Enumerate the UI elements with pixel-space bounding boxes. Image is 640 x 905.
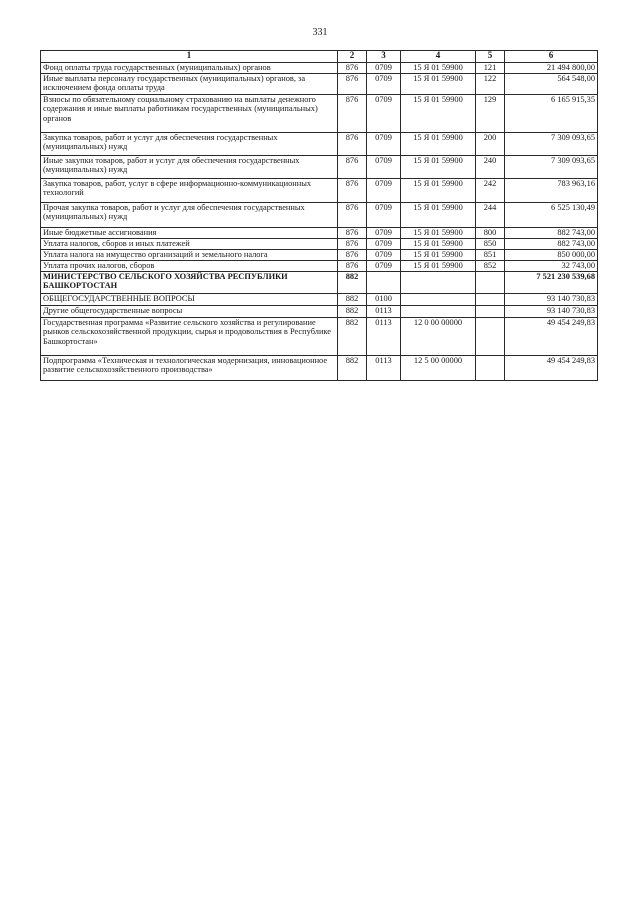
budget-table: [40, 50, 598, 381]
table-row: [41, 228, 598, 239]
expense-type-code: [476, 318, 505, 356]
expense-type-code: 851: [476, 250, 505, 261]
target-article-code: 15 Я 01 59900: [401, 261, 476, 272]
target-article-code: 12 0 00 00000: [401, 318, 476, 356]
row-name: Закупка товаров, работ и услуг для обеспечения государственных (муниципальных) нужд: [41, 133, 338, 156]
row-name: Другие общегосударственные вопросы: [41, 306, 338, 318]
row-name: Подпрограмма «Техническая и технологическая модернизация, инновационное развитие сельскохозяйственного производства»: [41, 356, 338, 381]
expense-type-code: [476, 294, 505, 306]
row-name: Уплата прочих налогов, сборов: [41, 261, 338, 272]
section-code: 0709: [367, 203, 401, 228]
ministry-code: 876: [338, 239, 367, 250]
expense-type-code: 242: [476, 179, 505, 203]
amount: 7 309 093,65: [505, 156, 598, 179]
ministry-code: 882: [338, 318, 367, 356]
amount: 6 165 915,35: [505, 95, 598, 133]
table-row: [41, 239, 598, 250]
target-article-code: 15 Я 01 59900: [401, 133, 476, 156]
target-article-code: 15 Я 01 59900: [401, 63, 476, 74]
expense-type-code: 122: [476, 74, 505, 95]
expense-type-code: [476, 272, 505, 294]
page-number: 331: [312, 27, 328, 38]
ministry-code: 876: [338, 261, 367, 272]
target-article-code: 15 Я 01 59900: [401, 156, 476, 179]
target-article-code: 15 Я 01 59900: [401, 179, 476, 203]
row-name: ОБЩЕГОСУДАРСТВЕННЫЕ ВОПРОСЫ: [41, 294, 338, 306]
table-row: [41, 63, 598, 74]
ministry-code: 882: [338, 306, 367, 318]
section-code: 0709: [367, 228, 401, 239]
column-header: 2: [338, 51, 367, 63]
expense-type-code: 129: [476, 95, 505, 133]
row-name: Иные выплаты персоналу государственных (муниципальных) органов, за исключением фонда оплаты труда: [41, 74, 338, 95]
ministry-code: 876: [338, 74, 367, 95]
ministry-code: 876: [338, 250, 367, 261]
table-row: [41, 203, 598, 228]
row-name: Фонд оплаты труда государственных (муниципальных) органов: [41, 63, 338, 74]
table-row: [41, 294, 598, 306]
section-code: 0709: [367, 95, 401, 133]
amount: 93 140 730,83: [505, 306, 598, 318]
expense-type-code: 852: [476, 261, 505, 272]
table-header-row: [41, 51, 598, 63]
row-name: Государственная программа «Развитие сельского хозяйства и регулирование рынков сельскохозяйственной продукции, сырья и продовольствия в Республике Башкортостан»: [41, 318, 338, 356]
section-code: 0113: [367, 356, 401, 381]
expense-type-code: 244: [476, 203, 505, 228]
ministry-code: 876: [338, 156, 367, 179]
target-article-code: [401, 306, 476, 318]
row-name: Уплата налогов, сборов и иных платежей: [41, 239, 338, 250]
row-name: Иные закупки товаров, работ и услуг для обеспечения государственных (муниципальных) нужд: [41, 156, 338, 179]
ministry-code: 876: [338, 95, 367, 133]
ministry-code: 882: [338, 272, 367, 294]
row-name: Закупка товаров, работ, услуг в сфере информационно-коммуникационных технологий: [41, 179, 338, 203]
column-header: 4: [401, 51, 476, 63]
amount: 850 000,00: [505, 250, 598, 261]
expense-type-code: 121: [476, 63, 505, 74]
ministry-code: 876: [338, 133, 367, 156]
ministry-code: 876: [338, 63, 367, 74]
amount: 7 521 230 539,68: [505, 272, 598, 294]
target-article-code: [401, 272, 476, 294]
expense-type-code: 240: [476, 156, 505, 179]
column-header: 5: [476, 51, 505, 63]
section-code: 0709: [367, 261, 401, 272]
column-header: 1: [41, 51, 338, 63]
section-code: 0709: [367, 63, 401, 74]
row-name: Иные бюджетные ассигнования: [41, 228, 338, 239]
ministry-code: 882: [338, 294, 367, 306]
amount: 6 525 130,49: [505, 203, 598, 228]
section-code: 0709: [367, 239, 401, 250]
table-row: [41, 179, 598, 203]
section-code: 0709: [367, 74, 401, 95]
table-row: [41, 306, 598, 318]
target-article-code: [401, 294, 476, 306]
expense-type-code: 850: [476, 239, 505, 250]
section-code: 0113: [367, 306, 401, 318]
table-row: [41, 156, 598, 179]
amount: 49 454 249,83: [505, 318, 598, 356]
expense-type-code: [476, 306, 505, 318]
target-article-code: 15 Я 01 59900: [401, 228, 476, 239]
target-article-code: 15 Я 01 59900: [401, 250, 476, 261]
amount: 882 743,00: [505, 239, 598, 250]
row-name: МИНИСТЕРСТВО СЕЛЬСКОГО ХОЗЯЙСТВА РЕСПУБЛИКИ БАШКОРТОСТАН: [41, 272, 338, 294]
section-code: 0100: [367, 294, 401, 306]
table-row: [41, 318, 598, 356]
table-row: [41, 356, 598, 381]
ministry-code: 876: [338, 203, 367, 228]
table-row: [41, 74, 598, 95]
section-code: 0709: [367, 250, 401, 261]
table-row: [41, 95, 598, 133]
table-row: [41, 261, 598, 272]
amount: 564 548,00: [505, 74, 598, 95]
target-article-code: 15 Я 01 59900: [401, 203, 476, 228]
column-header: 6: [505, 51, 598, 63]
amount: 882 743,00: [505, 228, 598, 239]
ministry-code: 876: [338, 228, 367, 239]
section-code: 0709: [367, 133, 401, 156]
amount: 783 963,16: [505, 179, 598, 203]
amount: 32 743,00: [505, 261, 598, 272]
target-article-code: 15 Я 01 59900: [401, 95, 476, 133]
target-article-code: 12 5 00 00000: [401, 356, 476, 381]
section-code: 0113: [367, 318, 401, 356]
target-article-code: 15 Я 01 59900: [401, 74, 476, 95]
section-code: [367, 272, 401, 294]
row-name: Уплата налога на имущество организаций и земельного налога: [41, 250, 338, 261]
amount: 7 309 093,65: [505, 133, 598, 156]
table-row: [41, 133, 598, 156]
section-code: 0709: [367, 179, 401, 203]
column-header: 3: [367, 51, 401, 63]
table-row: [41, 272, 598, 294]
amount: 49 454 249,83: [505, 356, 598, 381]
row-name: Взносы по обязательному социальному страхованию на выплаты денежного содержания и иные выплаты работникам государственных (муниципальных) органов: [41, 95, 338, 133]
target-article-code: 15 Я 01 59900: [401, 239, 476, 250]
amount: 21 494 800,00: [505, 63, 598, 74]
expense-type-code: [476, 356, 505, 381]
expense-type-code: 800: [476, 228, 505, 239]
expense-type-code: 200: [476, 133, 505, 156]
amount: 93 140 730,83: [505, 294, 598, 306]
ministry-code: 876: [338, 179, 367, 203]
section-code: 0709: [367, 156, 401, 179]
table-row: [41, 250, 598, 261]
ministry-code: 882: [338, 356, 367, 381]
row-name: Прочая закупка товаров, работ и услуг для обеспечения государственных (муниципальных) нужд: [41, 203, 338, 228]
